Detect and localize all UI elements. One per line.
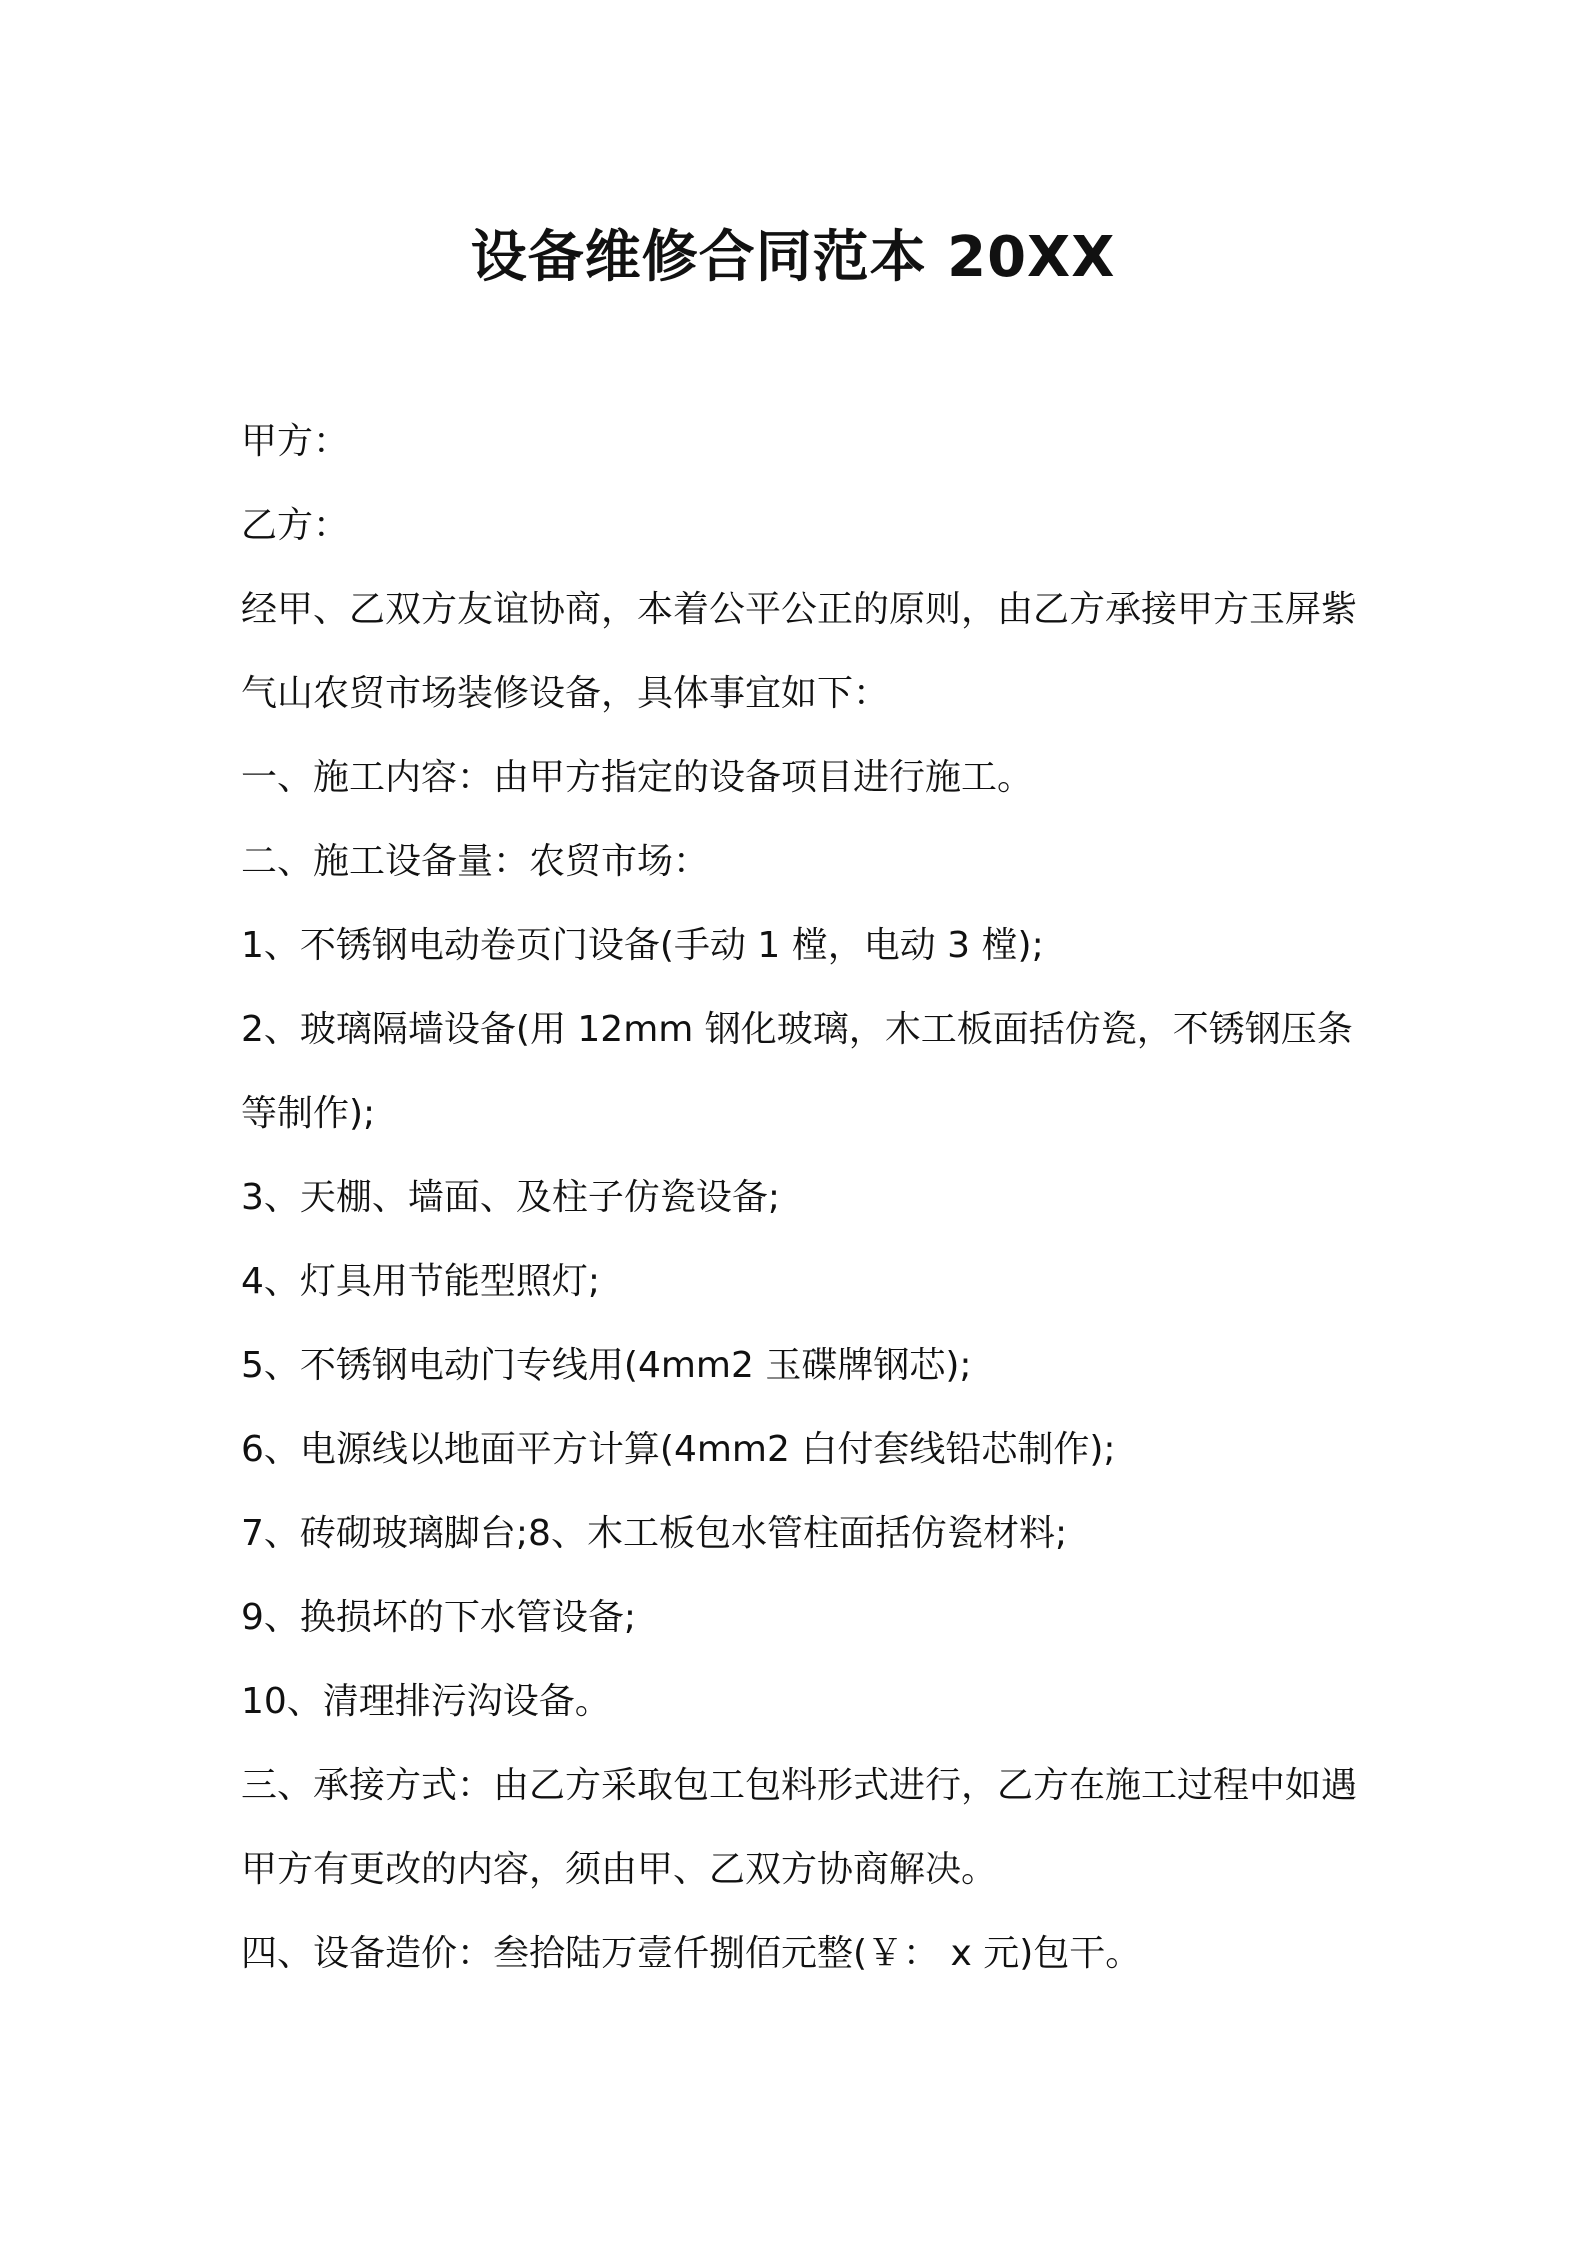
list-item: 4、灯具用节能型照灯; [241, 1261, 601, 1302]
list-item: 6、电源线以地面平方计算(4mm2 白付套线铅芯制作); [241, 1429, 1116, 1470]
list-item: 5、不锈钢电动门专线用(4mm2 玉碟牌钢芯); [241, 1345, 972, 1386]
list-item: 2、玻璃隔墙设备(用 12mm 钢化玻璃，木工板面括仿瓷，不锈钢压条等制作); [241, 1009, 1353, 1134]
list-item: 7、砖砌玻璃脚台;8、木工板包水管柱面括仿瓷材料; [241, 1513, 1068, 1554]
document-title: 设备维修合同范本 20XX [470, 225, 1116, 290]
list-item: 10、清理排污沟设备。 [241, 1681, 611, 1722]
section-4-equipment-cost: 四、设备造价：叁拾陆万壹仟捌佰元整(￥： x 元)包干。 [241, 1933, 1142, 1974]
section-2-equipment-quantity: 二、施工设备量：农贸市场： [241, 841, 710, 882]
list-item: 1、不锈钢电动卷页门设备(手动 1 樘，电动 3 樘); [241, 925, 1044, 966]
list-item: 3、天棚、墙面、及柱子仿瓷设备; [241, 1177, 781, 1218]
document-body [241, 400, 1361, 1996]
section-3-contract-method: 三、承接方式：由乙方采取包工包料形式进行，乙方在施工过程中如遇甲方有更改的内容，须由甲、乙双方协商解决。 [241, 1765, 1358, 1890]
party-a-line: 甲方： [241, 421, 350, 462]
section-1-construction-content: 一、施工内容：由甲方指定的设备项目进行施工。 [241, 757, 1034, 798]
intro-paragraph: 经甲、乙双方友谊协商，本着公平公正的原则，由乙方承接甲方玉屏紫气山农贸市场装修设备，具体事宜如下： [241, 589, 1358, 714]
party-b-line: 乙方： [241, 505, 350, 546]
list-item: 9、换损坏的下水管设备; [241, 1597, 637, 1638]
